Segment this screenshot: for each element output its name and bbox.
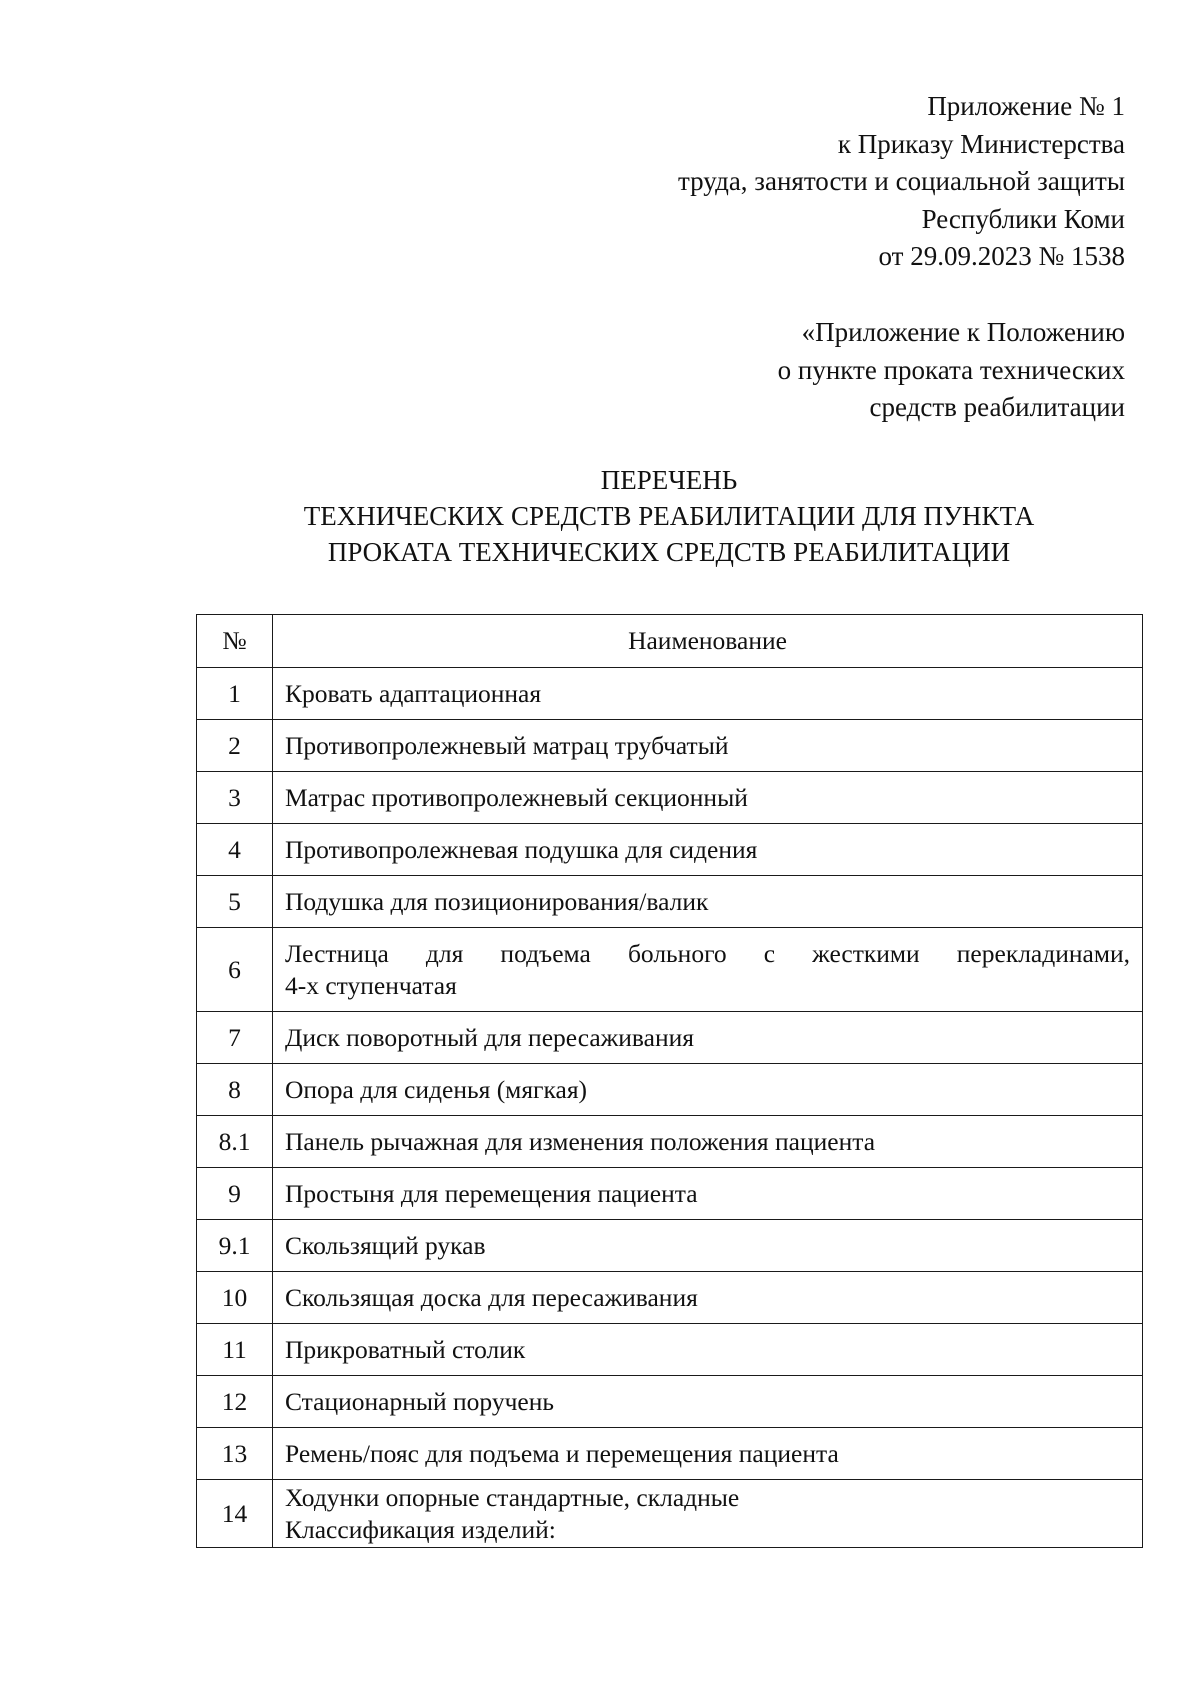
table-row — [197, 1116, 1143, 1168]
column-header-number: № — [197, 615, 273, 668]
table-row — [197, 772, 1143, 824]
table-row — [197, 1168, 1143, 1220]
table-row — [197, 1480, 1143, 1548]
row-name: Матрас противопролежневый секционный — [273, 772, 1143, 824]
row-number: 10 — [197, 1272, 273, 1324]
row-name: Ремень/пояс для подъема и перемещения пациента — [273, 1428, 1143, 1480]
row-number: 13 — [197, 1428, 273, 1480]
row-name: Скользящий рукав — [273, 1220, 1143, 1272]
row-name: Стационарный поручень — [273, 1376, 1143, 1428]
table-row — [197, 928, 1143, 1012]
row-name-line: Лестница для подъема больного с жесткими перекладинами, — [285, 938, 1130, 968]
row-number: 11 — [197, 1324, 273, 1376]
row-number: 9 — [197, 1168, 273, 1220]
table-row — [197, 876, 1143, 928]
table-row — [197, 1272, 1143, 1324]
table-row — [197, 1376, 1143, 1428]
row-number: 9.1 — [197, 1220, 273, 1272]
row-number: 8.1 — [197, 1116, 273, 1168]
row-number: 7 — [197, 1012, 273, 1064]
row-name-line: Ходунки опорные стандартные, складные — [285, 1482, 740, 1512]
appendix-header-line: от 29.09.2023 № 1538 — [878, 241, 1125, 271]
row-name: Противопролежневый матрац трубчатый — [273, 720, 1143, 772]
title-line: ТЕХНИЧЕСКИХ СРЕДСТВ РЕАБИЛИТАЦИИ ДЛЯ ПУНКТА — [303, 501, 1035, 531]
items-table — [196, 614, 1143, 1548]
row-name-line: 4-х ступенчатая — [285, 970, 457, 1000]
table-row — [197, 824, 1143, 876]
row-number: 14 — [197, 1480, 273, 1548]
appendix-header — [485, 88, 1125, 276]
table-row — [197, 668, 1143, 720]
row-name: Панель рычажная для изменения положения пациента — [273, 1116, 1143, 1168]
regulation-header-line: средств реабилитации — [869, 392, 1125, 422]
row-name: Противопролежневая подушка для сидения — [273, 824, 1143, 876]
row-number: 8 — [197, 1064, 273, 1116]
appendix-header-line: Приложение № 1 — [927, 91, 1125, 121]
document-title — [196, 462, 1142, 570]
appendix-header-line: к Приказу Министерства — [837, 128, 1125, 159]
appendix-header-line: Республики Коми — [921, 203, 1125, 234]
table-row — [197, 1064, 1143, 1116]
table-row — [197, 1220, 1143, 1272]
row-name — [273, 928, 1143, 1012]
row-number: 5 — [197, 876, 273, 928]
column-header-name: Наименование — [273, 615, 1143, 668]
row-name: Опора для сиденья (мягкая) — [273, 1064, 1143, 1116]
row-number: 12 — [197, 1376, 273, 1428]
regulation-header-line: «Приложение к Положению — [801, 317, 1125, 347]
table-row — [197, 1324, 1143, 1376]
title-line: ПРОКАТА ТЕХНИЧЕСКИХ СРЕДСТВ РЕАБИЛИТАЦИИ — [327, 537, 1011, 567]
row-name: Диск поворотный для пересаживания — [273, 1012, 1143, 1064]
row-name — [273, 1480, 1143, 1548]
regulation-header-line: о пункте проката технических — [777, 354, 1125, 385]
row-name: Подушка для позиционирования/валик — [273, 876, 1143, 928]
table-row — [197, 720, 1143, 772]
row-name-line: Классификация изделий: — [285, 1514, 556, 1544]
table-row — [197, 1012, 1143, 1064]
row-number: 4 — [197, 824, 273, 876]
row-number: 1 — [197, 668, 273, 720]
row-name: Скользящая доска для пересаживания — [273, 1272, 1143, 1324]
row-number: 3 — [197, 772, 273, 824]
table-row — [197, 1428, 1143, 1480]
regulation-header — [485, 314, 1125, 427]
row-name: Простыня для перемещения пациента — [273, 1168, 1143, 1220]
table-header-row — [197, 615, 1143, 668]
row-number: 2 — [197, 720, 273, 772]
title-line: ПЕРЕЧЕНЬ — [600, 465, 738, 495]
row-number: 6 — [197, 928, 273, 1012]
row-name: Кровать адаптационная — [273, 668, 1143, 720]
row-name: Прикроватный столик — [273, 1324, 1143, 1376]
appendix-header-line: труда, занятости и социальной защиты — [678, 166, 1125, 196]
